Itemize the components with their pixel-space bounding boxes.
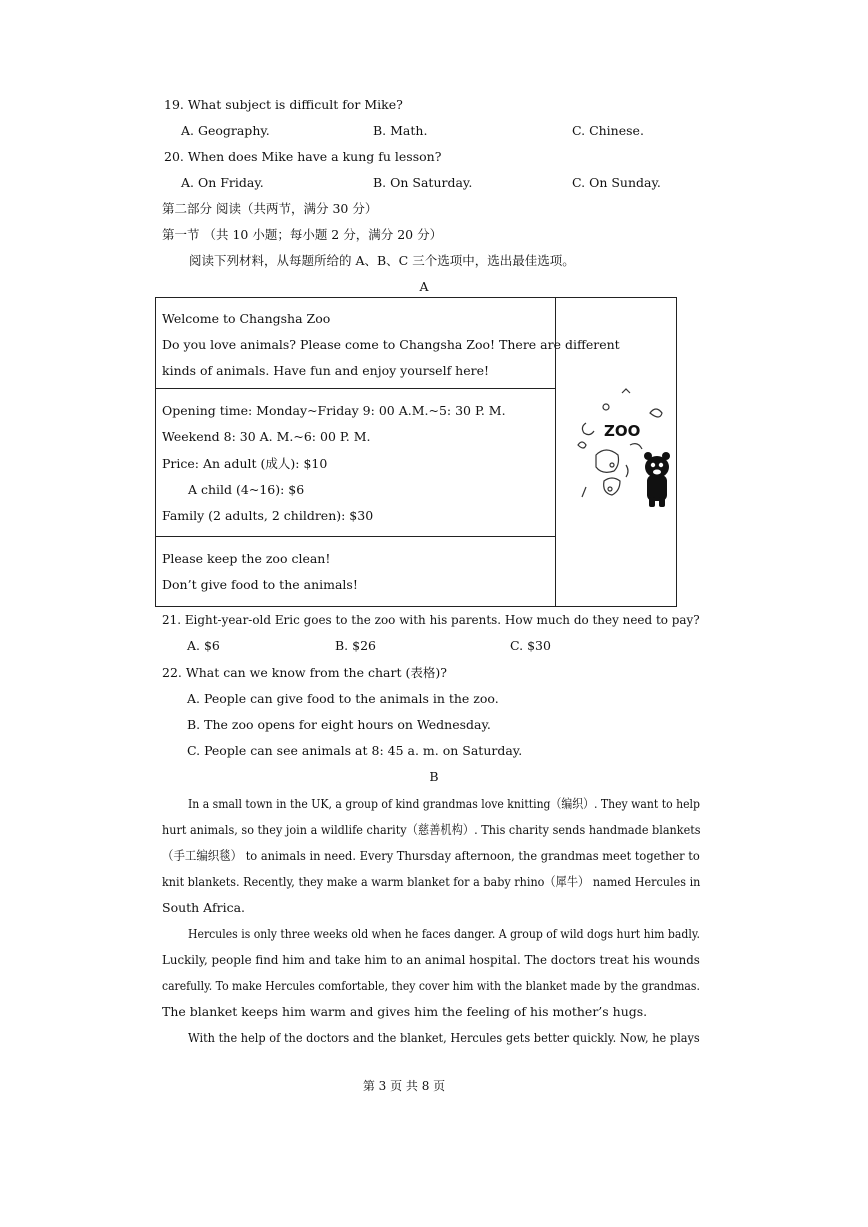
passage-b-line: With the help of the doctors and the blanket, Hercules gets better quickly. Now, he plays	[188, 1030, 700, 1045]
passage-b-line: （手工编织毯） to animals in need. Every Thursday afternoon, the grandmas meet together to	[162, 848, 700, 863]
q21-option-a: A. $6	[187, 638, 220, 653]
notice-price-adult: Price: An adult (成人): $10	[162, 456, 328, 471]
passage-a-label: A	[419, 279, 429, 294]
page-number: 第 3 页 共 8 页	[362, 1079, 446, 1093]
instruction: 阅读下列材料，从每题所给的 A、B、C 三个选项中，选出最佳选项。	[189, 253, 575, 268]
passage-b-line: Hercules is only three weeks old when he faces danger. A group of wild dogs hurt him badly.	[188, 926, 700, 941]
q21-option-b: B. $26	[335, 638, 376, 653]
q19-option-b: B. Math.	[373, 123, 428, 138]
table-divider-row-1	[155, 388, 555, 389]
q20-stem: 20. When does Mike have a kung fu lesson?	[164, 149, 442, 164]
notice-intro-line-2: kinds of animals. Have fun and enjoy yourself here!	[162, 363, 490, 378]
zoo-sign-text: ZOO	[604, 422, 641, 440]
passage-b-line: Luckily, people find him and take him to an animal hospital. The doctors treat his wounds	[162, 952, 700, 967]
passage-b-line: In a small town in the UK, a group of kind grandmas love knitting（编织）. They want to help	[188, 796, 700, 811]
q22-option-a: A. People can give food to the animals in the zoo.	[187, 691, 499, 706]
notice-opening-time: Opening time: Monday~Friday 9: 00 A.M.~5: 30 P. M.	[162, 403, 506, 418]
q19-stem: 19. What subject is difficult for Mike?	[164, 97, 403, 112]
section-subtitle: 第一节 （共 10 小题；每小题 2 分，满分 20 分）	[162, 227, 443, 242]
passage-b-line: South Africa.	[162, 900, 246, 915]
q20-option-a: A. On Friday.	[181, 175, 264, 190]
q20-option-c: C. On Sunday.	[572, 175, 661, 190]
notice-rule-no-feeding: Don’t give food to the animals!	[162, 577, 358, 592]
passage-b-line: carefully. To make Hercules comfortable, they cover him with the blanket made by the grandmas.	[162, 978, 700, 993]
notice-intro-line-1: Do you love animals? Please come to Changsha Zoo! There are different	[162, 337, 620, 352]
q21-stem: 21. Eight-year-old Eric goes to the zoo with his parents. How much do they need to pay?	[162, 612, 700, 627]
q22-option-c: C. People can see animals at 8: 45 a. m. on Saturday.	[187, 743, 523, 758]
notice-rule-clean: Please keep the zoo clean!	[162, 551, 331, 566]
zoo-cartoon-icon	[566, 385, 674, 515]
notice-welcome: Welcome to Changsha Zoo	[162, 311, 331, 326]
zoo-cartoon-image	[566, 385, 674, 515]
table-divider-row-2	[155, 536, 555, 537]
q20-option-b: B. On Saturday.	[373, 175, 473, 190]
passage-b-line: hurt animals, so they join a wildlife charity（慈善机构）. This charity sends handmade blankets	[162, 822, 701, 837]
q19-option-c: C. Chinese.	[572, 123, 644, 138]
notice-weekend-time: Weekend 8: 30 A. M.~6: 00 P. M.	[162, 429, 371, 444]
q21-option-c: C. $30	[510, 638, 551, 653]
notice-price-family: Family (2 adults, 2 children): $30	[162, 508, 374, 523]
q19-option-a: A. Geography.	[181, 123, 270, 138]
q22-stem: 22. What can we know from the chart (表格)?	[162, 665, 447, 680]
part-title: 第二部分 阅读（共两节，满分 30 分）	[162, 201, 378, 216]
passage-b-label: B	[429, 769, 439, 784]
q22-option-b: B. The zoo opens for eight hours on Wednesday.	[187, 717, 491, 732]
notice-price-child: A child (4~16): $6	[188, 482, 305, 497]
passage-b-line: knit blankets. Recently, they make a warm blanket for a baby rhino（犀牛） named Hercules in	[162, 874, 701, 889]
passage-b-line: The blanket keeps him warm and gives him the feeling of his mother’s hugs.	[162, 1004, 648, 1019]
